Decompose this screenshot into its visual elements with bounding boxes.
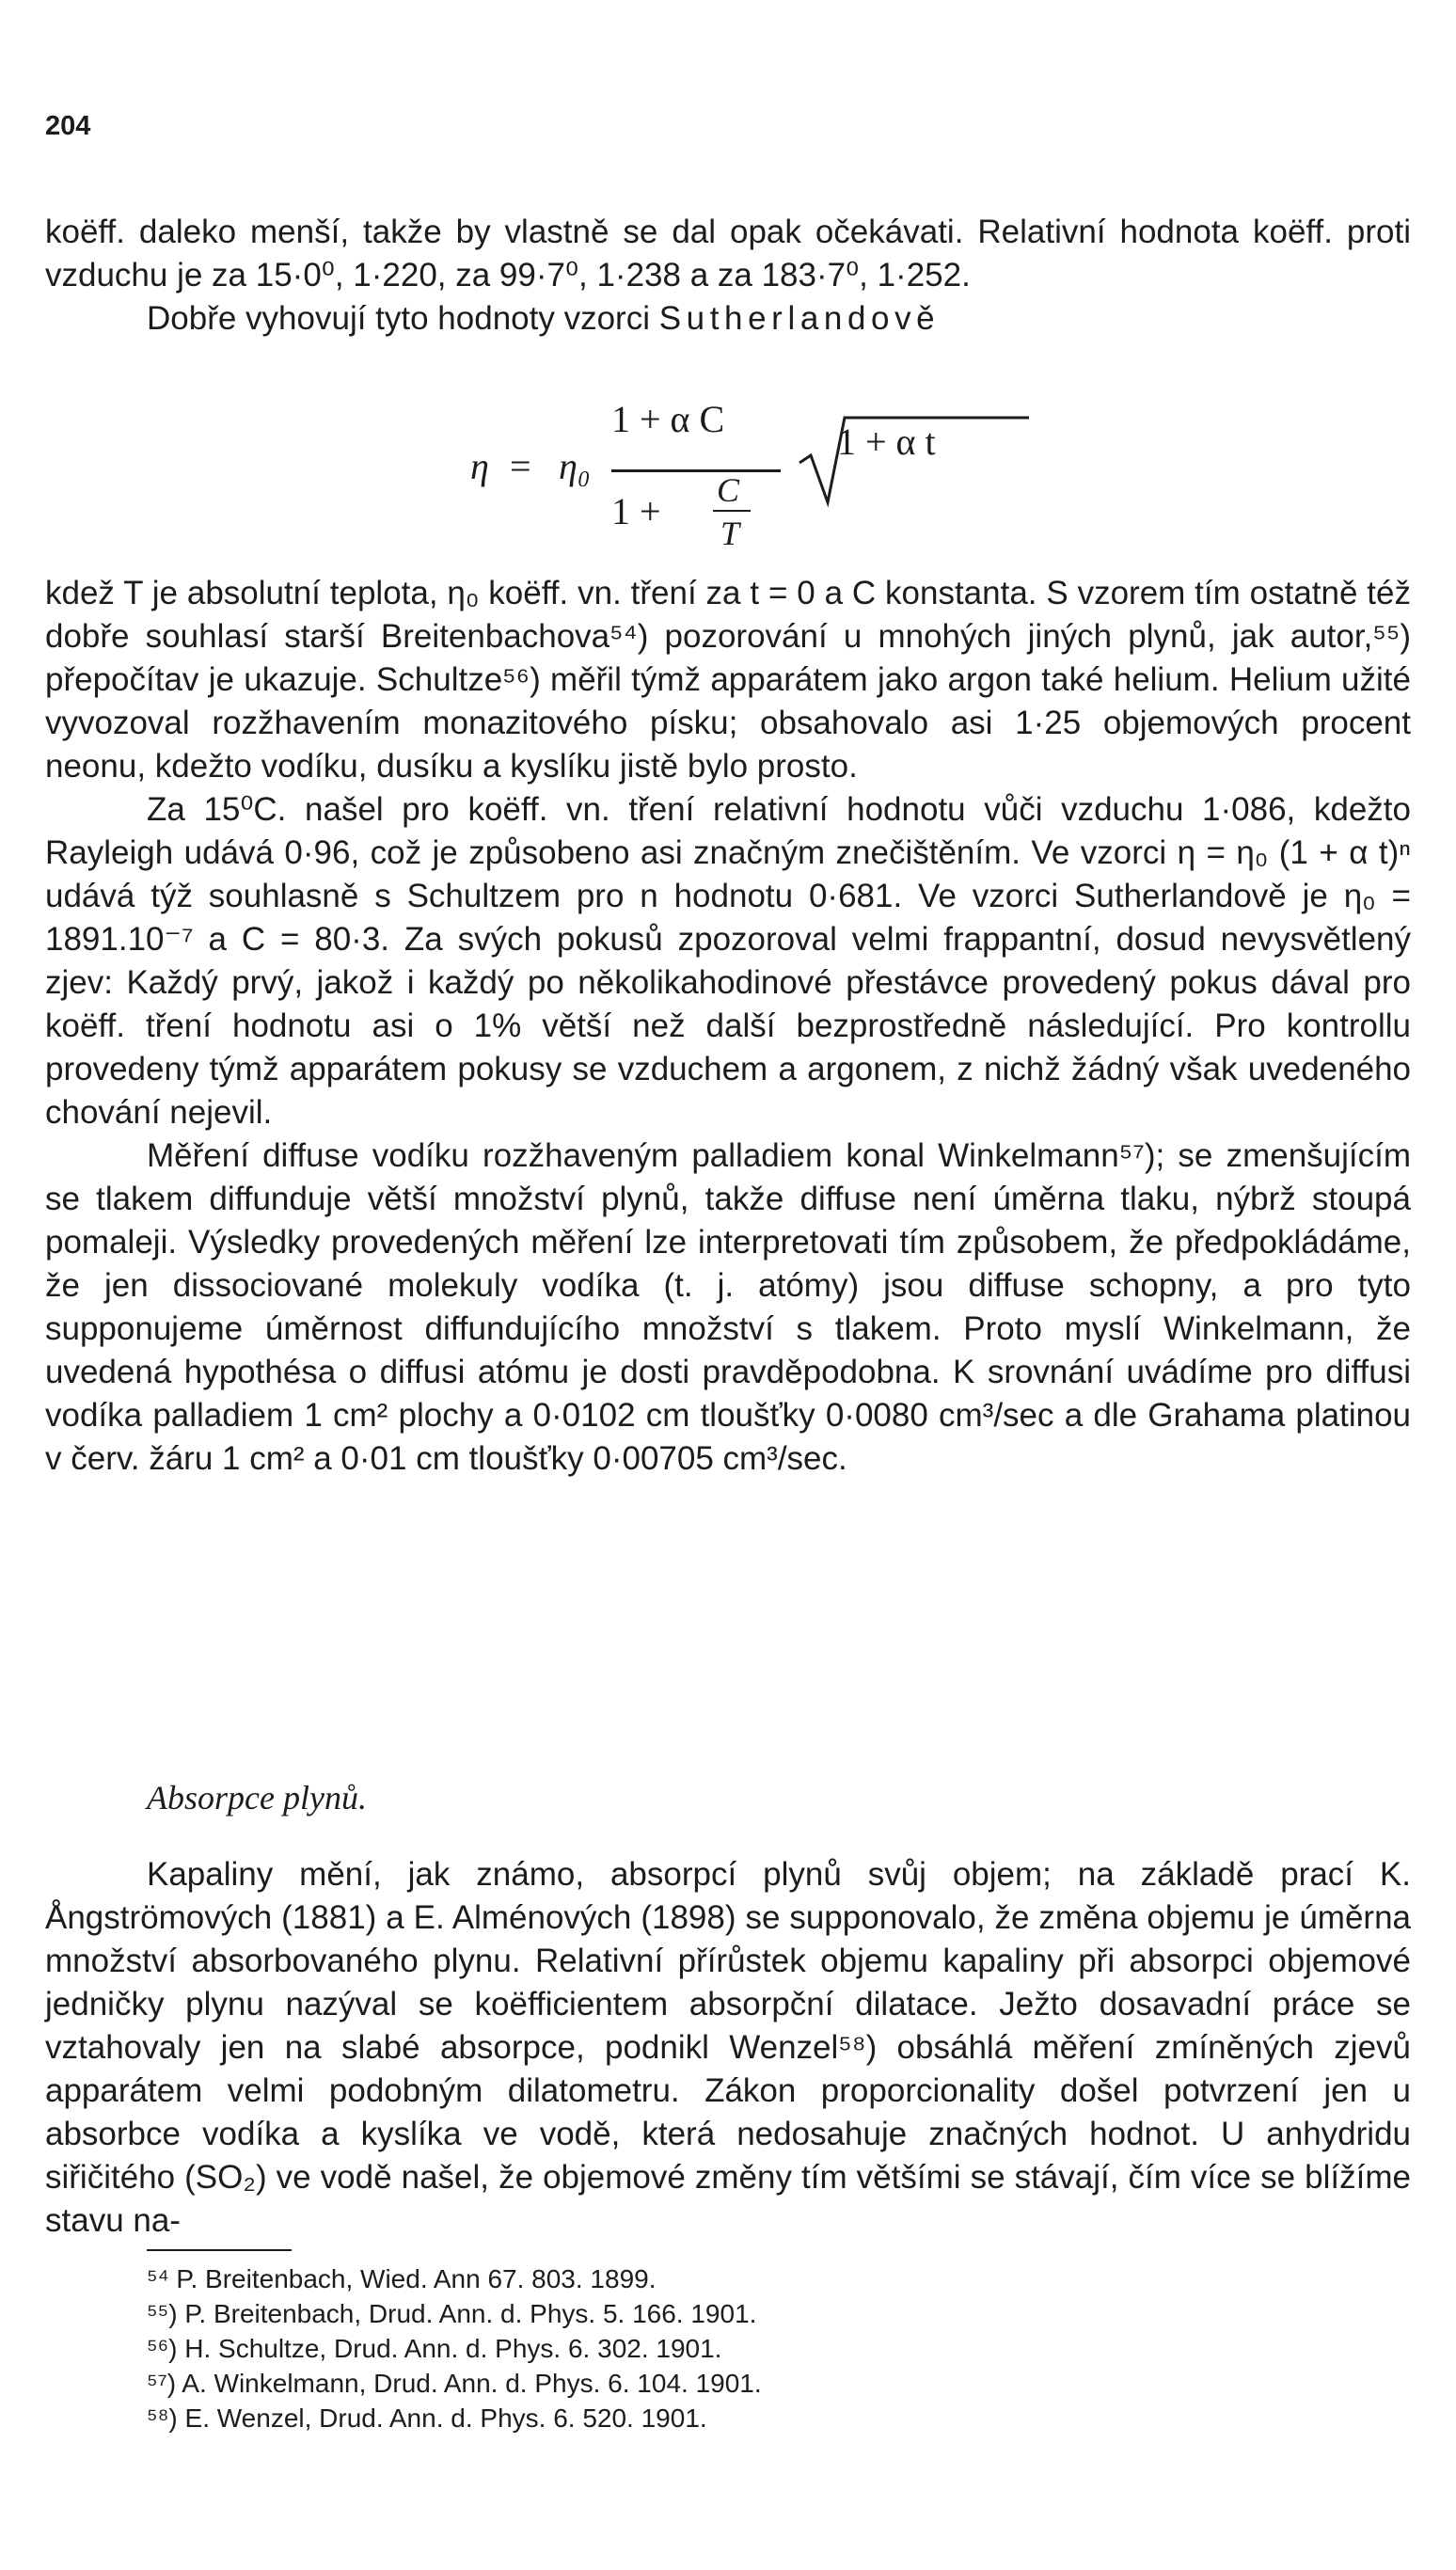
footnote-55: ⁵⁵) P. Breitenbach, Drud. Ann. d. Phys. 5. 166. 1901. xyxy=(147,2299,757,2328)
paragraph-2-text: Dobře vyhovují tyto hodnoty vzorci xyxy=(147,300,659,337)
footnote-57: ⁵⁷) A. Winkelmann, Drud. Ann. d. Phys. 6. 104. 1901. xyxy=(147,2369,762,2398)
paragraph-1: koëff. daleko menší, takže by vlastně se dal opak očekávati. Relativní hodnota koëff. proti vzduchu je za 15·0⁰, 1·220, za 99·7⁰, 1·238 a za 183·7⁰, 1·252. xyxy=(45,214,1411,293)
paragraph-2 xyxy=(45,297,1411,341)
absorption-section xyxy=(45,1853,1411,2243)
section-title: Absorpce plynů. xyxy=(147,1779,367,1816)
formula-denominator: 1 + xyxy=(611,490,661,532)
paragraph-3: kdež T je absolutní teplota, η₀ koëff. vn. tření za t = 0 a C konstanta. S vzorem tím ostatně též dobře souhlasí starší Breitenbachova⁵⁴) pozorování u mnohých jiných plynů, jak autor,⁵⁵) přepočítav je ukazuje. Schultze⁵⁶) měřil týmž apparátem jako argon také helium. Helium užité vyvozoval rozžhavením monazitového písku; obsahovalo asi 1·25 objemových procent neonu, kdežto vodíku, dusíku a kyslíku jistě bylo prosto. xyxy=(45,575,1411,785)
formula-radicand: 1 + α t xyxy=(837,420,936,463)
sutherland-name: Sutherlandově xyxy=(658,300,941,337)
page-number: 204 xyxy=(45,111,91,141)
footnotes xyxy=(147,2261,1369,2435)
footnote-58: ⁵⁸) E. Wenzel, Drud. Ann. d. Phys. 6. 520. 1901. xyxy=(147,2403,707,2433)
formula-inner-denominator: T xyxy=(720,515,740,552)
sutherland-formula xyxy=(470,395,1053,564)
paragraph-4: Za 15⁰C. našel pro koëff. vn. tření relativní hodnotu vůči vzduchu 1·086, kdežto Rayleigh udává 0·96, což je způsobeno asi značným znečištěním. Ve vzorci η = η₀ (1 + α t)ⁿ udává týž souhlasně s Schultzem pro n hodnotu 0·681. Ve vzorci Sutherlandově je η₀ = 1891.10⁻⁷ a C = 80·3. Za svých pokusů zpozoroval velmi frappantní, dosud nevysvětlený zjev: Každý prvý, jakož i každý po několikahodinové přestávce provedený pokus dával pro koëff. tření hodnotu asi o 1% větší než další bezprostředně následující. Pro kontrollu provedeny týmž apparátem pokusy se vzduchem a argonem, z nichž žádný však uvedeného chování nejevil. xyxy=(45,791,1411,1131)
formula-numerator: 1 + α C xyxy=(611,398,725,440)
footnote-56: ⁵⁶) H. Schultze, Drud. Ann. d. Phys. 6. 302. 1901. xyxy=(147,2334,722,2363)
paragraph-6: Kapaliny mění, jak známo, absorpcí plynů svůj objem; na základě prací K. Ångströmových (1881) a E. Alménových (1898) se supponovalo, že změna objemu je úměrna množství absorbovaného plynu. Relativní přírůstek objemu kapaliny při absorpci objemové jedničky plynu nazýval se koëfficientem absorpční dilatace. Ježto dosavadní práce se vztahovaly jen na slabé absorpce, podnikl Wenzel⁵⁸) obsáhlá měření zmíněných zjevů apparátem velmi podobným dilatometru. Zákon proporcionality došel potvrzení jen u absorbce vodíka a kyslíka ve vodě, která nedosahuje značných hodnot. U anhydridu siřičitého (SO₂) ve vodě našel, že objemové změny tím většími se stávají, čím více se blížíme stavu na- xyxy=(45,1856,1411,2239)
formula-fraction-bar xyxy=(611,469,781,472)
paragraph-5: Měření diffuse vodíku rozžhaveným palladiem konal Winkelmann⁵⁷); se zmenšujícím se tlakem diffunduje větší množství plynů, takže diffuse není úměrna tlaku, nýbrž stoupá pomaleji. Výsledky provedených měření lze interpretovati tím způsobem, že předpokládáme, že jen dissociované molekuly vodíka (t. j. atómy) jsou diffuse schopny, a pro tyto supponujeme úměrnost diffundujícího množství s tlakem. Proto myslí Winkelmann, že uvedená hypothésa o diffusi atómu je dosti pravděpodobna. K srovnání uvádíme pro diffusi vodíka palladiem 1 cm² plochy a 0·0102 cm tloušťky 0·0080 cm³/sec a dle Grahama platinou v červ. žáru 1 cm² a 0·01 cm tloušťky 0·00705 cm³/sec. xyxy=(45,1137,1411,1477)
main-body xyxy=(45,572,1411,1481)
footnote-54: ⁵⁴ P. Breitenbach, Wied. Ann 67. 803. 1899. xyxy=(147,2264,657,2293)
footnote-divider xyxy=(147,2249,292,2251)
formula-inner-fraction-bar xyxy=(713,510,751,512)
formula-equals: = xyxy=(510,445,531,487)
formula-eta0: η₀ xyxy=(559,445,591,487)
paragraph-intro xyxy=(45,211,1411,341)
formula-lhs: η xyxy=(470,445,489,487)
formula-inner-numerator: C xyxy=(717,471,740,509)
